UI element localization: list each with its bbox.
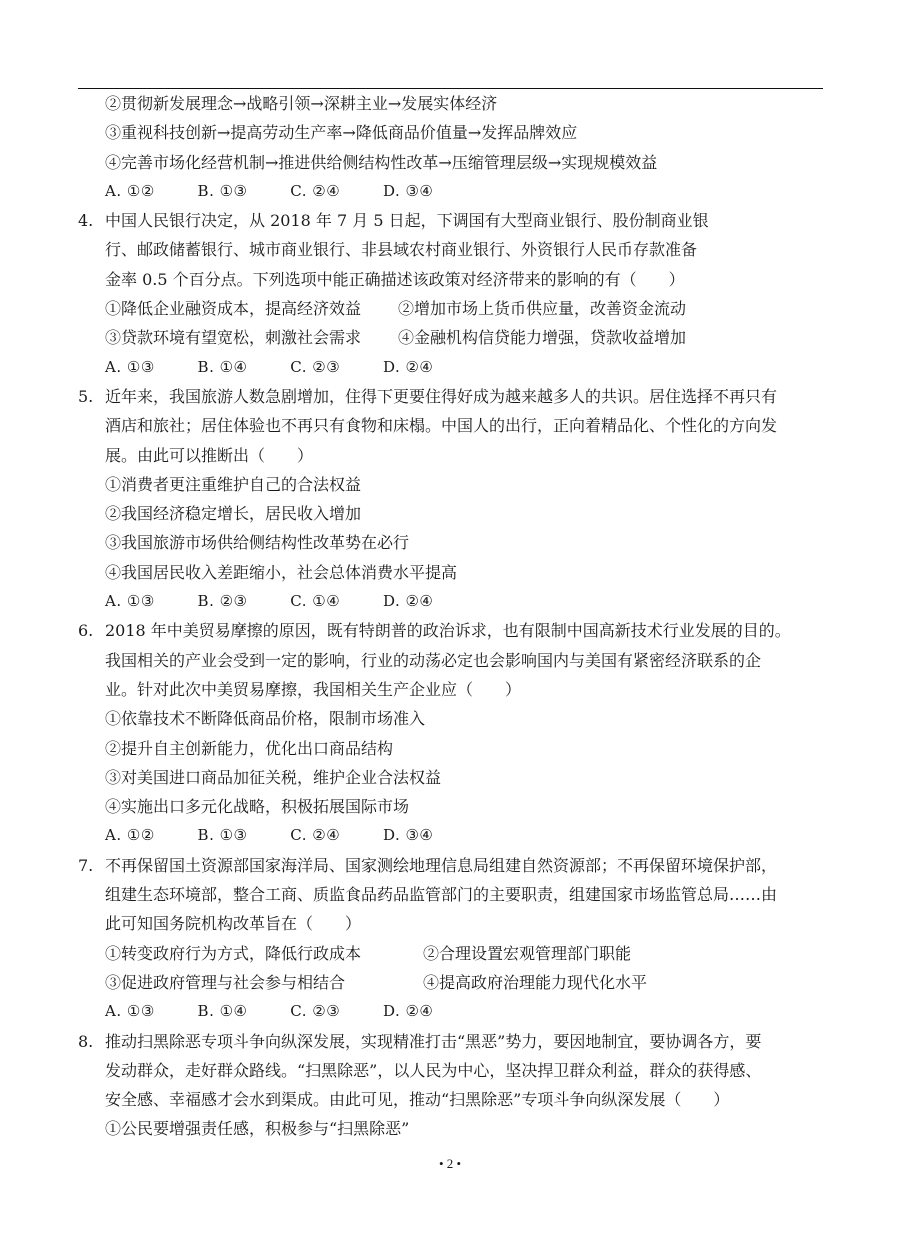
answer-choices bbox=[78, 997, 823, 1026]
question-number: 5. bbox=[78, 386, 94, 406]
question-stem-line bbox=[78, 851, 823, 880]
question-stem-line bbox=[78, 206, 823, 235]
stem-text: 推动扫黑除恶专项斗争向纵深发展，实现精准打击“黑恶”势力，要因地制宜，要协调各方，要 bbox=[105, 1031, 762, 1051]
choice-c[interactable]: C. ②③ bbox=[290, 1002, 341, 1021]
choice-c[interactable]: C. ②④ bbox=[290, 826, 341, 845]
option-statement: ④金融机构信贷能力增强，贷款收益增加 bbox=[398, 328, 687, 348]
option-statement: ②我国经济稳定增长，居民收入增加 bbox=[105, 504, 362, 524]
choice-d[interactable]: D. ③④ bbox=[382, 181, 434, 200]
option-statement: ①降低企业融资成本，提高经济效益 bbox=[105, 299, 362, 319]
choice-d[interactable]: D. ②④ bbox=[382, 357, 434, 376]
option-statement: ③重视科技创新→提高劳动生产率→降低商品价值量→发挥品牌效应 bbox=[105, 123, 578, 143]
choice-b[interactable]: B. ①④ bbox=[197, 1002, 248, 1021]
answer-choices bbox=[78, 177, 823, 206]
option-statement: ②提升自主创新能力，优化出口商品结构 bbox=[105, 738, 394, 758]
question-7 bbox=[78, 851, 823, 1027]
choice-a[interactable]: A. ①② bbox=[105, 181, 155, 200]
choice-d[interactable]: D. ②④ bbox=[382, 592, 434, 611]
option-statement: ③对美国进口商品加征关税，维护企业合法权益 bbox=[105, 767, 442, 787]
stem-text: 业。针对此次中美贸易摩擦，我国相关生产企业应（ ） bbox=[105, 679, 522, 699]
option-statement: ③我国旅游市场供给侧结构性改革势在必行 bbox=[105, 533, 410, 553]
choice-a[interactable]: A. ①③ bbox=[105, 592, 155, 611]
option-statement: ④实施出口多元化战略，积极拓展国际市场 bbox=[105, 797, 410, 817]
option-statement: ①转变政府行为方式，降低行政成本 bbox=[105, 943, 362, 963]
stem-text: 行、邮政储蓄银行、城市商业银行、非县域农村商业银行、外资银行人民币存款准备 bbox=[105, 240, 698, 260]
answer-choices bbox=[78, 821, 823, 850]
stem-text: 近年来，我国旅游人数急剧增加，住得下更要住得好成为越来越多人的共识。居住选择不再只有 bbox=[105, 386, 778, 406]
question-number: 6. bbox=[78, 621, 94, 641]
choice-b[interactable]: B. ①③ bbox=[197, 181, 248, 200]
stem-text: 组建生态环境部，整合工商、质监食品药品监管部门的主要职责，组建国家市场监管总局……由 bbox=[105, 885, 778, 905]
choice-b[interactable]: B. ①④ bbox=[197, 357, 248, 376]
option-statement: ③贷款环境有望宽松，刺激社会需求 bbox=[105, 328, 362, 348]
stem-text: 此可知国务院机构改革旨在（ ） bbox=[105, 914, 362, 934]
stem-text: 2018 年中美贸易摩擦的原因，既有特朗普的政治诉求，也有限制中国高新技术行业发展的目的。 bbox=[105, 621, 791, 641]
page-number: • 2 • bbox=[438, 1156, 462, 1171]
question-number: 7. bbox=[78, 855, 94, 875]
question-8 bbox=[78, 1027, 823, 1144]
question-stem-line bbox=[78, 382, 823, 411]
question-5 bbox=[78, 382, 823, 616]
question-4 bbox=[78, 206, 823, 382]
question-stem-line bbox=[78, 1027, 823, 1056]
choice-c[interactable]: C. ①④ bbox=[290, 592, 341, 611]
stem-text: 不再保留国土资源部国家海洋局、国家测绘地理信息局组建自然资源部；不再保留环境保护部， bbox=[105, 855, 778, 875]
stem-text: 安全感、幸福感才会水到渠成。由此可见，推动“扫黑除恶”专项斗争向纵深发展（ ） bbox=[105, 1090, 730, 1110]
choice-a[interactable]: A. ①② bbox=[105, 826, 155, 845]
choice-b[interactable]: B. ②③ bbox=[197, 592, 248, 611]
option-statement: ③促进政府管理与社会参与相结合 bbox=[105, 972, 346, 992]
question-number: 8. bbox=[78, 1031, 94, 1051]
stem-text: 金率 0.5 个百分点。下列选项中能正确描述该政策对经济带来的影响的有（ ） bbox=[105, 269, 685, 289]
choice-c[interactable]: C. ②④ bbox=[290, 181, 341, 200]
option-statement: ④我国居民收入差距缩小，社会总体消费水平提高 bbox=[105, 562, 458, 582]
option-statements-row bbox=[78, 939, 823, 968]
option-statements-row bbox=[78, 323, 823, 352]
choice-d[interactable]: D. ②④ bbox=[382, 1002, 434, 1021]
option-statement: ④完善市场化经营机制→推进供给侧结构性改革→压缩管理层级→实现规模效益 bbox=[105, 152, 658, 172]
choice-b[interactable]: B. ①③ bbox=[197, 826, 248, 845]
stem-text: 展。由此可以推断出（ ） bbox=[105, 445, 314, 465]
stem-text: 发动群众，走好群众路线。“扫黑除恶”，以人民为中心，坚决捍卫群众利益，群众的获得感、 bbox=[105, 1060, 762, 1080]
choice-d[interactable]: D. ③④ bbox=[382, 826, 434, 845]
question-3-continued bbox=[78, 89, 823, 206]
stem-text: 酒店和旅社；居住体验也不再只有食物和床榻。中国人的出行，正向着精品化、个性化的方向发 bbox=[105, 416, 778, 436]
answer-choices bbox=[78, 353, 823, 382]
option-statement: ①依靠技术不断降低商品价格，限制市场准入 bbox=[105, 709, 426, 729]
option-statement: ②增加市场上货币供应量，改善资金流动 bbox=[398, 299, 687, 319]
stem-text: 我国相关的产业会受到一定的影响，行业的动荡必定也会影响国内与美国有紧密经济联系的企 bbox=[105, 650, 762, 670]
option-statement: ①消费者更注重维护自己的合法权益 bbox=[105, 474, 362, 494]
choice-a[interactable]: A. ①③ bbox=[105, 357, 155, 376]
choice-c[interactable]: C. ②③ bbox=[290, 357, 341, 376]
question-6 bbox=[78, 616, 823, 850]
option-statement: ②贯彻新发展理念→战略引领→深耕主业→发展实体经济 bbox=[105, 94, 498, 113]
option-statements-row bbox=[78, 968, 823, 997]
choice-a[interactable]: A. ①③ bbox=[105, 1002, 155, 1021]
option-statement: ①公民要增强责任感，积极参与“扫黑除恶” bbox=[105, 1119, 410, 1139]
stem-text: 中国人民银行决定，从 2018 年 7 月 5 日起，下调国有大型商业银行、股份制商业银 bbox=[105, 211, 709, 231]
question-number: 4. bbox=[78, 211, 94, 231]
question-stem-line bbox=[78, 616, 823, 645]
page-content bbox=[78, 89, 823, 1144]
option-statements-row bbox=[78, 294, 823, 323]
option-statement: ②合理设置宏观管理部门职能 bbox=[423, 943, 632, 963]
answer-choices bbox=[78, 587, 823, 616]
option-statement: ④提高政府治理能力现代化水平 bbox=[423, 972, 648, 992]
